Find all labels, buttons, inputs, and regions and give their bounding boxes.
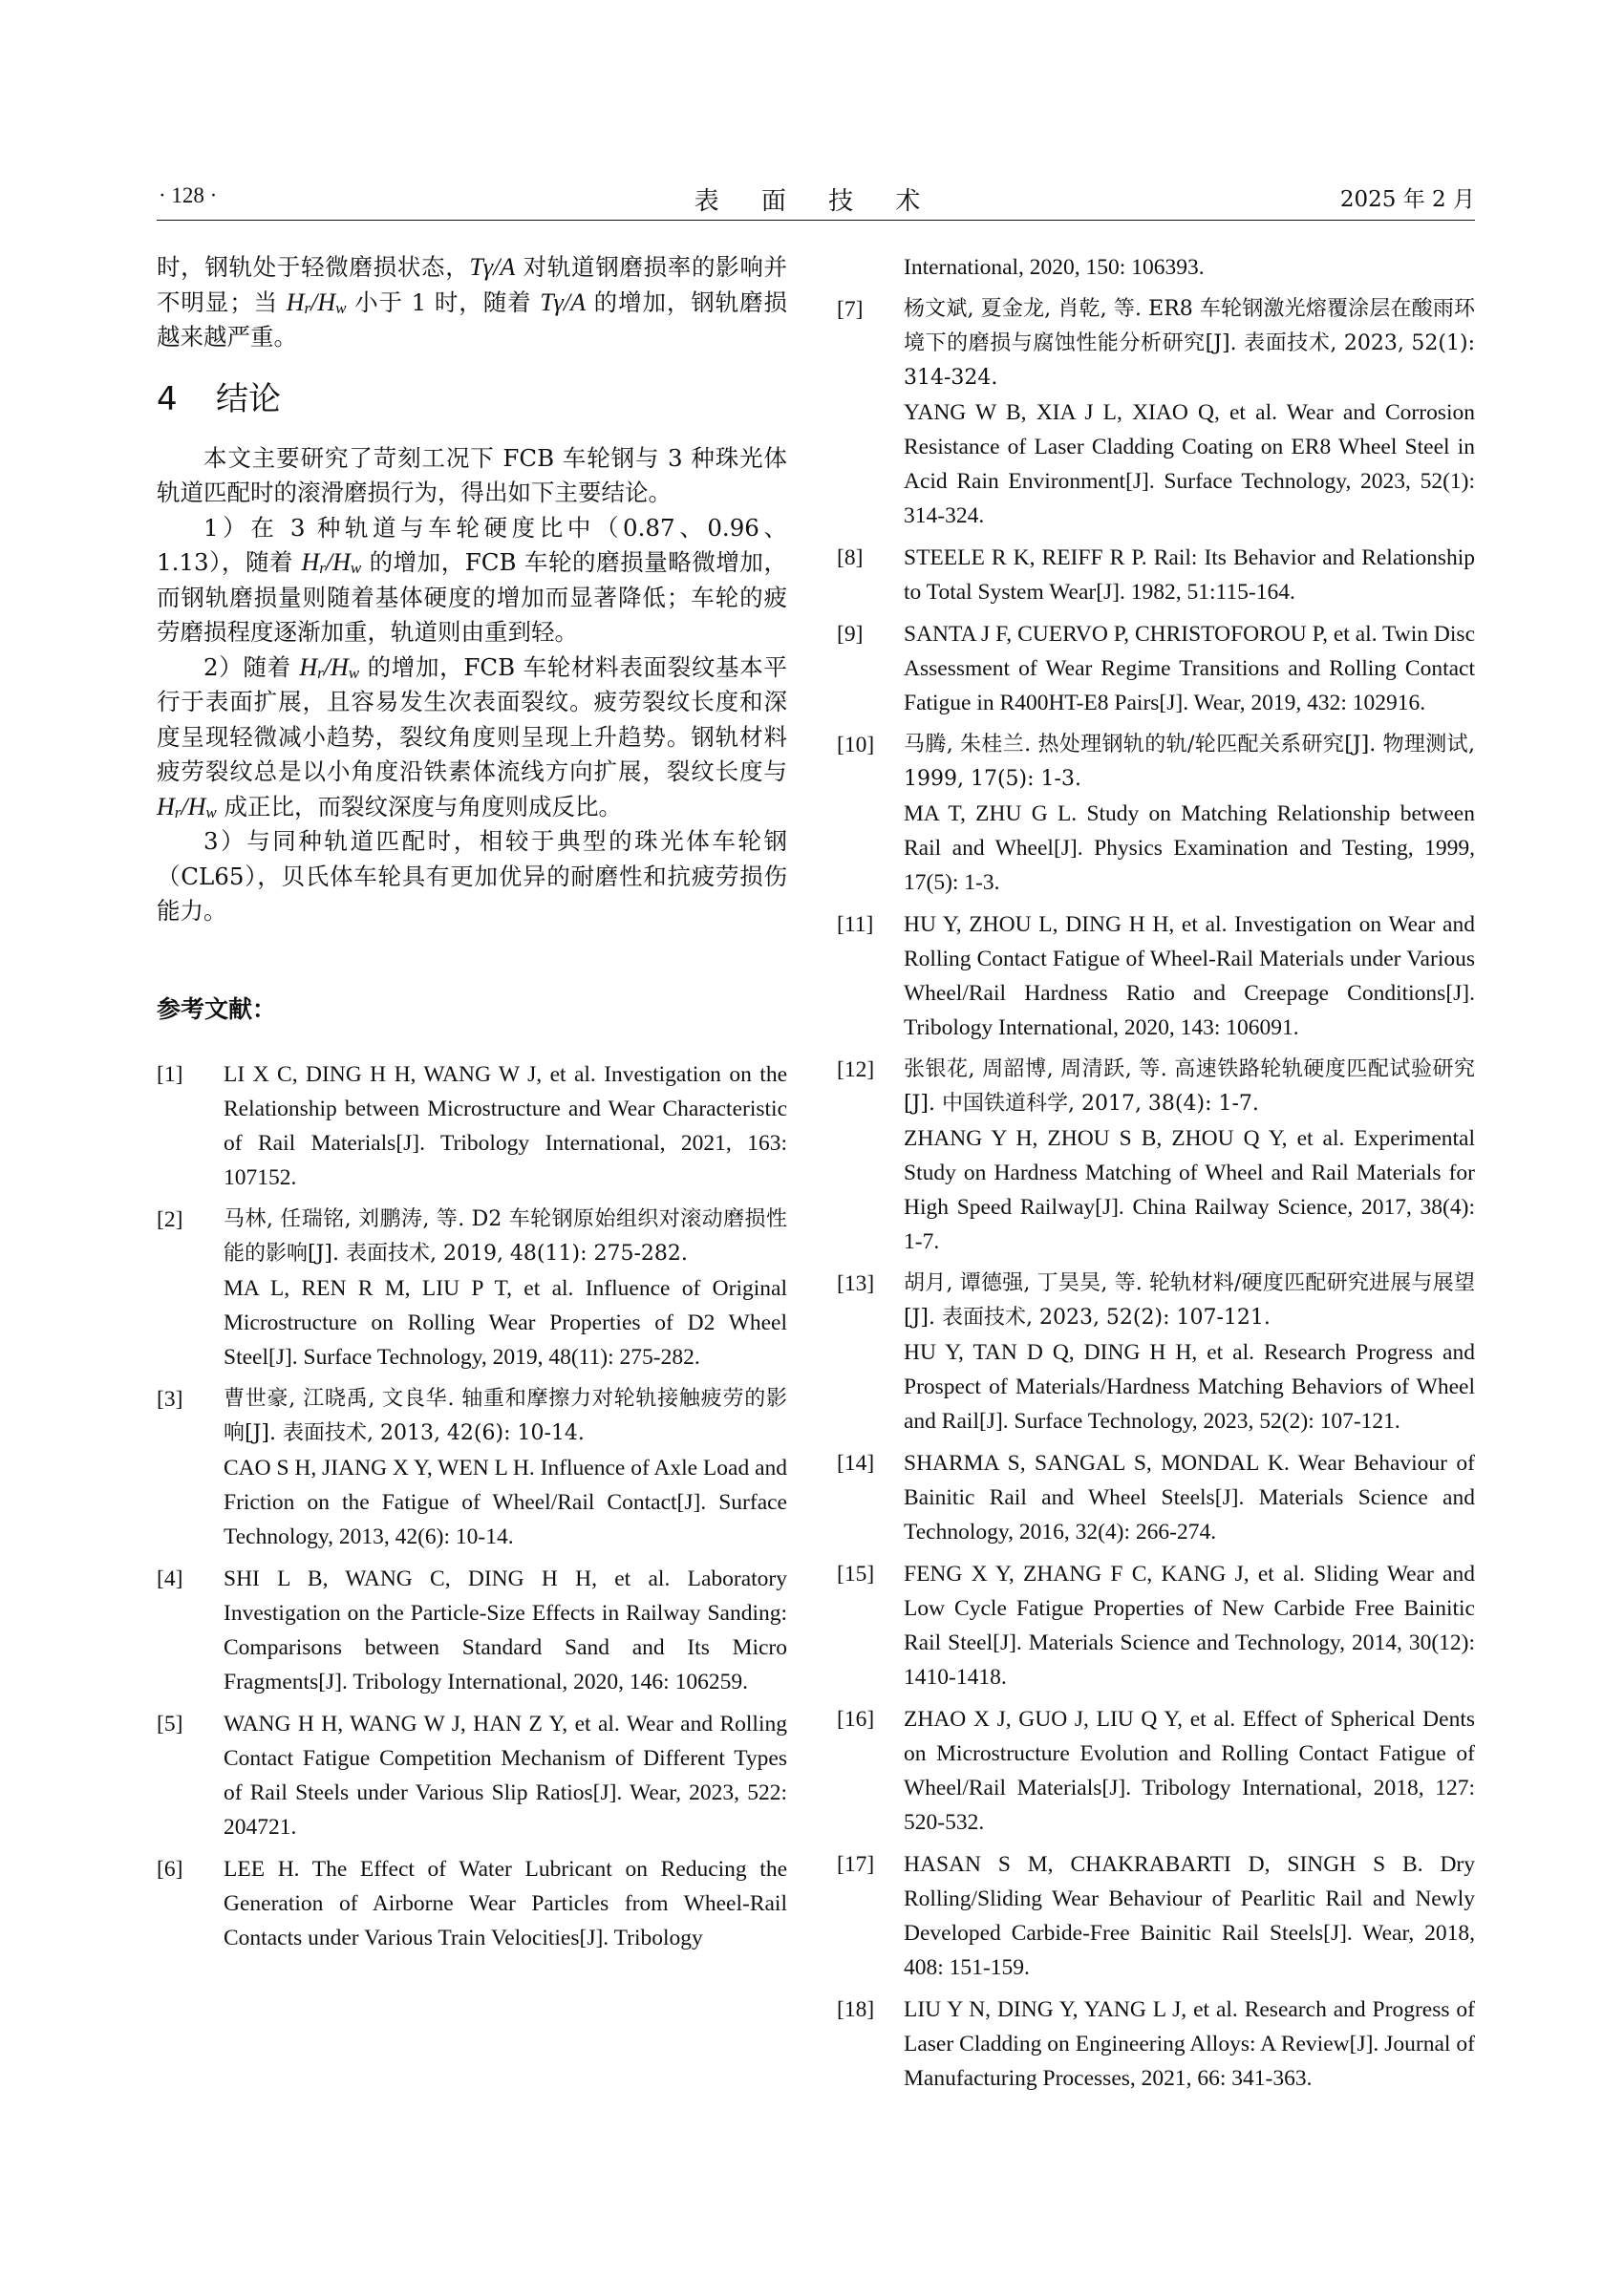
section-number: 4 xyxy=(157,379,178,418)
conclusion-intro: 本文主要研究了苛刻工况下 FCB 车轮钢与 3 种珠光体轨道匹配时的滚滑磨损行为，得出如下主要结论。 xyxy=(157,443,787,506)
section-heading xyxy=(157,378,787,420)
reference-item: [9] SANTA J F, CUERVO P, CHRISTOFOROU P, et al. Twin Disc Assessment of Wear Regime Transitions and Rolling Contact Fatigue in R400HT-E8 Pairs[J]. Wear, 2019, 432: 102916. xyxy=(837,622,1475,715)
reference-item: [17] HASAN S M, CHAKRABARTI D, SINGH S B. Dry Rolling/Sliding Wear Behaviour of Pearlitic Rail and Newly Developed Carbide-Free Bainitic Rail Steels[J]. Wear, 2018, 408: 151-159. xyxy=(837,1852,1475,1980)
reference-item: [7] 杨文斌, 夏金龙, 肖乾, 等. ER8 车轮钢激光熔覆涂层在酸雨环境下的磨损与腐蚀性能分析研究[J]. 表面技术, 2023, 52(1): 314-324. YANG W B, XIA J L, XIAO Q, et al. Wear and Corrosion Resistance of Laser Cladding Coating on ER8 Wheel Steel in Acid Rain Environment[J]. Surface Technology, 2023, 52(1): 314-324. xyxy=(837,297,1475,528)
issue-date: 2025 年 2 月 xyxy=(1339,187,1475,212)
reference-item: [5] WANG H H, WANG W J, HAN Z Y, et al. Wear and Rolling Contact Fatigue Competition Mechanism of Different Types of Rail Steels under Various Slip Ratios[J]. Wear, 2023, 522: 204721. xyxy=(157,1711,787,1840)
reference-item: [2] 马林, 任瑞铭, 刘鹏涛, 等. D2 车轮钢原始组织对滚动磨损性能的影响[J]. 表面技术, 2019, 48(11): 275-282. MA L, REN R M, LIU P T, et al. Influence of Original Microstructure on Rolling Wear Properties of D2 Wheel Steel[J]. Surface Technology, 2019, 48(11): 275-282. xyxy=(157,1206,787,1370)
section-title: 结论 xyxy=(216,379,281,418)
reference-item: [12] 张银花, 周韶博, 周清跃, 等. 高速铁路轮轨硬度匹配试验研究[J]. 中国铁道科学, 2017, 38(4): 1-7. ZHANG Y H, ZHOU S B, ZHOU Q Y, et al. Experimental Study on Hardness Matching of Wheel and Rail Materials for High Speed Railway[J]. China Railway Science, 2017, 38(4): 1-7. xyxy=(837,1057,1475,1254)
conclusion-item-1: 1）在 3 种轨道与车轮硬度比中（0.87、0.96、1.13），随着 $H_r/H_w$ 的增加，FCB 车轮的磨损量略微增加，而钢轨磨损量则随着基体硬度的增加而显著降低；车轮的疲劳磨损程度逐渐加重，轨道则由重到轻。 xyxy=(157,513,787,646)
intro-paragraph: 时，钢轨处于轻微磨损状态，Tγ/A 对轨道钢磨损率的影响并不明显；当 $H_r/H_w$ 小于 1 时，随着 Tγ/A 的增加，钢轨磨损越来越严重。 xyxy=(157,253,788,351)
reference-item: [10] 马腾, 朱桂兰. 热处理钢轨的轨/轮匹配关系研究[J]. 物理测试, 1999, 17(5): 1-3. MA T, ZHU G L. Study on Matching Relationship between Rail and Wheel[J]. Physics Examination and Testing, 1999, 17(5): 1-3. xyxy=(837,733,1475,895)
reference-continuation: International, 2020, 150: 106393. xyxy=(904,255,1205,280)
reference-item: [4] SHI L B, WANG C, DING H H, et al. Laboratory Investigation on the Particle-Size Effects in Railway Sanding: Comparisons between Standard Sand and Its Micro Fragments[J]. Tribology International, 2020, 146: 106259. xyxy=(157,1566,787,1694)
reference-item: [1] LI X C, DING H H, WANG W J, et al. Investigation on the Relationship between Microstructure and Wear Characteristic of Rail Materials[J]. Tribology International, 2021, 163: 107152. xyxy=(157,1061,787,1190)
reference-item: [14] SHARMA S, SANGAL S, MONDAL K. Wear Behaviour of Bainitic Rail and Wheel Steels[J]. Materials Science and Technology, 2016, 32(4): 266-274. xyxy=(837,1451,1475,1545)
reference-item: [11] HU Y, ZHOU L, DING H H, et al. Investigation on Wear and Rolling Contact Fatigue of Wheel-Rail Materials under Various Wheel/Rail Hardness Ratio and Creepage Conditions[J]. Tribology International, 2020, 143: 106091. xyxy=(837,912,1475,1040)
references-heading: 参考文献： xyxy=(157,994,277,1023)
reference-item: [18] LIU Y N, DING Y, YANG L J, et al. Research and Progress of Laser Cladding on Engineering Alloys: A Review[J]. Journal of Manufacturing Processes, 2021, 66: 341-363. xyxy=(837,1997,1475,2091)
right-column xyxy=(837,250,1475,2096)
reference-item: [13] 胡月, 谭德强, 丁昊昊, 等. 轮轨材料/硬度匹配研究进展与展望[J]. 表面技术, 2023, 52(2): 107-121. HU Y, TAN D Q, DING H H, et al. Research Progress and Prospect of Materials/Hardness Matching Behaviors of Wheel and Rail[J]. Surface Technology, 2023, 52(2): 107-121. xyxy=(837,1271,1475,1434)
left-column xyxy=(157,250,787,1955)
reference-item: [15] FENG X Y, ZHANG F C, KANG J, et al. Sliding Wear and Low Cycle Fatigue Properties of New Carbide Free Bainitic Rail Steel[J]. Materials Science and Technology, 2014, 30(12): 1410-1418. xyxy=(837,1562,1475,1690)
journal-title: 表 面 技 术 xyxy=(694,187,938,216)
page-number: · 128 · xyxy=(159,183,218,207)
conclusion-item-3: 3）与同种轨道匹配时，相较于典型的珠光体车轮钢（CL65），贝氏体车轮具有更加优异的耐磨性和抗疲劳损伤能力。 xyxy=(157,827,787,925)
reference-item: [8] STEELE R K, REIFF R P. Rail: Its Behavior and Relationship to Total System Wear[J]. 1982, 51:115-164. xyxy=(837,545,1475,605)
reference-item: [16] ZHAO X J, GUO J, LIU Q Y, et al. Effect of Spherical Dents on Microstructure Evolution and Rolling Contact Fatigue of Wheel/Rail Materials[J]. Tribology International, 2018, 127: 520-532. xyxy=(837,1707,1475,1835)
conclusion-item-2: 2）随着 $H_r/H_w$ 的增加，FCB 车轮材料表面裂纹基本平行于表面扩展，且容易发生次表面裂纹。疲劳裂纹长度和深度呈现轻微减小趋势，裂纹角度则呈现上升趋势。钢轨材料疲劳裂纹总是以小角度沿铁素体流线方向扩展，裂纹长度与 $H_r/H_w$ 成正比，而裂纹深度与角度则成反比。 xyxy=(157,652,787,821)
running-header xyxy=(157,178,1475,216)
reference-item: [3] 曹世豪, 江晓禹, 文良华. 轴重和摩擦力对轮轨接触疲劳的影响[J]. 表面技术, 2013, 42(6): 10-14. CAO S H, JIANG X Y, WEN L H. Influence of Axle Load and Friction on the Fatigue of Wheel/Rail Contact[J]. Surface Technology, 2013, 42(6): 10-14. xyxy=(157,1386,788,1549)
header-rule xyxy=(157,220,1475,221)
reference-item: [6] LEE H. The Effect of Water Lubricant on Reducing the Generation of Airborne Wear Particles from Wheel-Rail Contacts under Various Train Velocities[J]. Tribology xyxy=(157,1856,787,1950)
